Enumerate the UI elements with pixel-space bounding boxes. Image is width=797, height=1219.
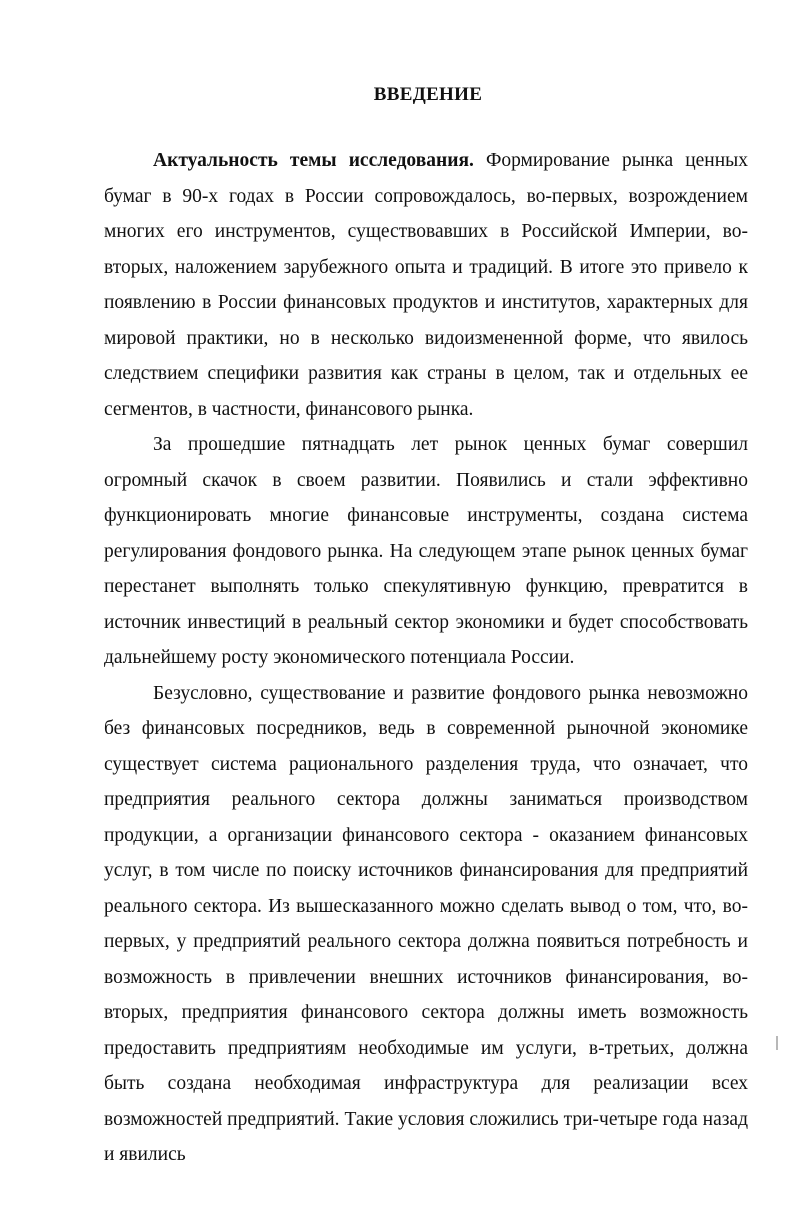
paragraph-1 — [104, 143, 748, 427]
paragraph-2 — [104, 427, 748, 676]
scan-edge-mark — [776, 1036, 778, 1050]
paragraph-3-text: Безусловно, существование и развитие фондового рынка невозможно без финансовых посредников, ведь в современной рыночной экономике существует система рационального разделения труда, что означает, что предприятия реального сектора должны заниматься производством продукции, а организации финансового сектора - оказанием финансовых услуг, в том числе по поиску источников финансирования для предприятий реального сектора. Из вышесказанного можно сделать вывод о том, что, во-первых, у предприятий реального сектора должна появиться потребность и возможность в привлечении внешних источников финансирования, во-вторых, предприятия финансового сектора должны иметь возможность предоставить предприятиям необходимые им услуги, в-третьих, должна быть создана необходимая инфраструктура для реализации всех возможностей предприятий. Такие условия сложились три-четыре года назад и явились — [104, 682, 748, 1165]
page-title: ВВЕДЕНИЕ — [373, 84, 483, 105]
body-text — [104, 143, 748, 1173]
paragraph-2-text: За прошедшие пятнадцать лет рынок ценных бумаг совершил огромный скачок в своем развитии. Появились и стали эффективно функционировать многие финансовые инструменты, создана система регулирования фондового рынка. На следующем этапе рынок ценных бумаг перестанет выполнять только спекулятивную функцию, превратится в источник инвестиций в реальный сектор экономики и будет способствовать дальнейшему росту экономического потенциала России. — [104, 434, 748, 668]
paragraph-3 — [104, 676, 748, 1173]
paragraph-lead: Актуальность темы исследования. — [153, 150, 474, 171]
paragraph-1-text: Формирование рынка ценных бумаг в 90-х годах в России сопровождалось, во-первых, возрождением многих его инструментов, существовавших в Российской Империи, во-вторых, наложением зарубежного опыта и традиций. В итоге это привело к появлению в России финансовых продуктов и институтов, характерных для мировой практики, но в несколько видоизмененной форме, что явилось следствием специфики развития как страны в целом, так и отдельных ее сегментов, в частности, финансового рынка. — [104, 150, 749, 420]
